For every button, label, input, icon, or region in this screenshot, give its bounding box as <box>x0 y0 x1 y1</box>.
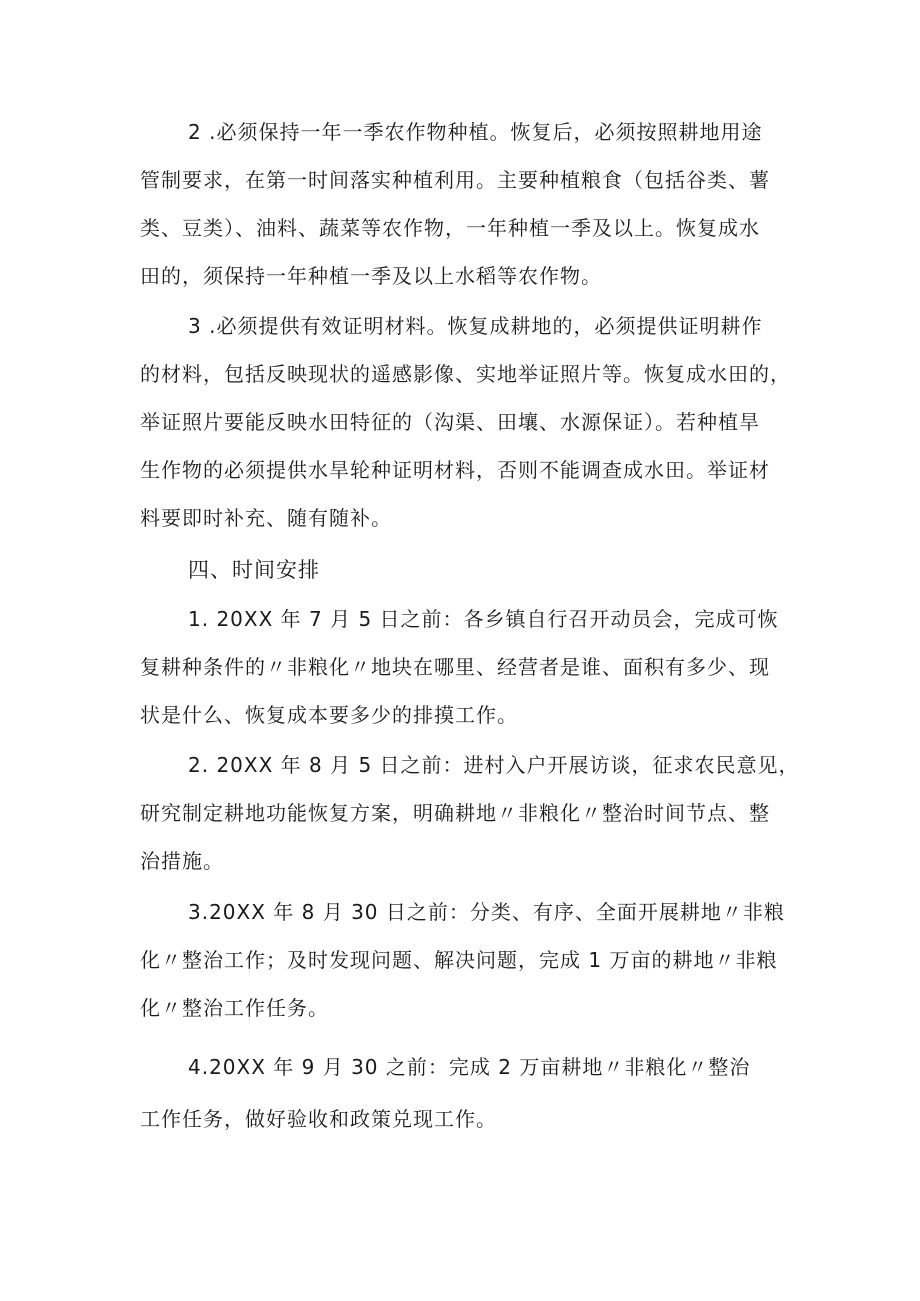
paragraph-line: 田的，须保持一年种植一季及以上水稻等农作物。 <box>140 264 602 288</box>
schedule-item-2 <box>140 741 800 885</box>
schedule-line: 化〃整治工作；及时发现问题、解决问题，完成 1 万亩的耕地〃非粮 <box>140 948 778 972</box>
paragraph-line: 料要即时补充、随有随补。 <box>140 506 392 530</box>
schedule-line: 1. 20XX 年 7 月 5 日之前：各乡镇自行召开动员会，完成可恢 <box>188 607 779 631</box>
schedule-line: 治措施。 <box>140 849 224 873</box>
paragraph-line: 举证照片要能反映水田特征的（沟渠、田壤、水源保证）。若种植旱 <box>140 410 760 434</box>
schedule-line: 2. 20XX 年 8 月 5 日之前：进村入户开展访谈，征求农民意见， <box>188 753 800 777</box>
paragraph-line: 生作物的必须提供水旱轮种证明材料，否则不能调查成水田。举证材 <box>140 458 770 482</box>
schedule-line: 化〃整治工作任务。 <box>140 996 329 1020</box>
schedule-item-1 <box>140 595 800 739</box>
schedule-line: 复耕种条件的〃非粮化〃地块在哪里、经营者是谁、面积有多少、现 <box>140 655 770 679</box>
paragraph-requirement-2 <box>140 108 800 300</box>
paragraph-line: 3 .必须提供有效证明材料。恢复成耕地的，必须提供证明耕作 <box>188 314 763 338</box>
schedule-line: 3.20XX 年 8 月 30 日之前：分类、有序、全面开展耕地〃非粮 <box>188 900 785 924</box>
paragraph-line: 的材料，包括反映现状的遥感影像、实地举证照片等。恢复成水田的， <box>140 362 791 386</box>
paragraph-line: 管制要求，在第一时间落实种植利用。主要种植粮食（包括谷类、薯 <box>140 168 770 192</box>
schedule-line: 研究制定耕地功能恢复方案，明确耕地〃非粮化〃整治时间节点、整 <box>140 801 770 825</box>
schedule-line: 状是什么、恢复成本要多少的排摸工作。 <box>140 703 518 727</box>
paragraph-line: 2 .必须保持一年一季农作物种植。恢复后，必须按照耕地用途 <box>188 120 763 144</box>
section-heading: 四、时间安排 <box>188 558 320 582</box>
paragraph-line: 类、豆类）、油料、蔬菜等农作物，一年种植一季及以上。恢复成水 <box>140 216 760 240</box>
schedule-item-3 <box>140 888 800 1032</box>
schedule-item-4 <box>140 1043 800 1143</box>
schedule-line: 工作任务，做好验收和政策兑现工作。 <box>140 1107 497 1131</box>
schedule-line: 4.20XX 年 9 月 30 之前：完成 2 万亩耕地〃非粮化〃整治 <box>188 1055 751 1079</box>
paragraph-requirement-3 <box>140 302 800 542</box>
